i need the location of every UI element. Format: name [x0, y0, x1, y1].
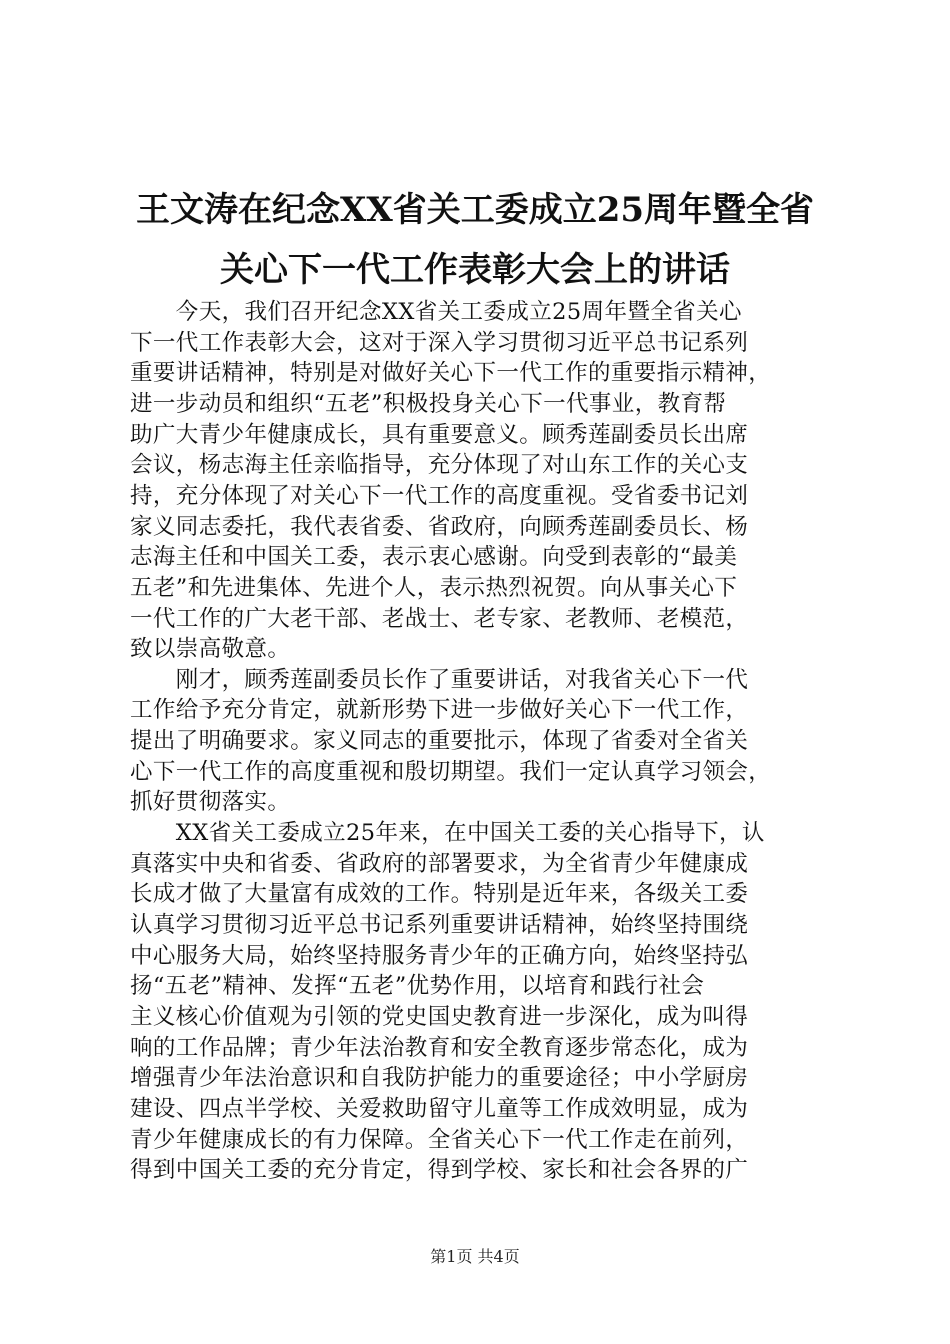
body-line: 抓好贯彻落实。: [130, 789, 291, 816]
body-line: 一代工作的广大老干部、老战士、老专家、老教师、老模范，: [130, 605, 749, 632]
body-line: 青少年健康成长的有力保障。全省关心下一代工作走在前列，: [130, 1126, 749, 1153]
body-line: 进一步动员和组织“五老”积极投身关心下一代事业，教育帮: [130, 390, 727, 417]
body-line: 真落实中央和省委、省政府的部署要求，为全省青少年健康成: [130, 850, 749, 877]
body-line: 助广大青少年健康成长，具有重要意义。顾秀莲副委员长出席: [130, 421, 749, 448]
title-line-1: 王文涛在纪念XX省关工委成立25周年暨全省: [135, 190, 815, 230]
body-line: 响的工作品牌；青少年法治教育和安全教育逐步常态化，成为: [130, 1034, 749, 1061]
body-line: 致以崇高敬意。: [130, 636, 291, 663]
body-line: 家义同志委托，我代表省委、省政府，向顾秀莲副委员长、杨: [130, 513, 749, 540]
body-line: 会议，杨志海主任亲临指导，充分体现了对山东工作的关心支: [130, 452, 749, 479]
body-line: 增强青少年法治意识和自我防护能力的重要途径；中小学厨房: [130, 1065, 749, 1092]
body-line: 中心服务大局，始终坚持服务青少年的正确方向，始终坚持弘: [130, 942, 749, 969]
body-line: 五老”和先进集体、先进个人，表示热烈祝贺。向从事关心下: [130, 574, 738, 601]
body-line: 志海主任和中国关工委，表示衷心感谢。向受到表彰的“最美: [130, 544, 738, 571]
body-line: 今天，我们召开纪念XX省关工委成立25周年暨全省关心: [130, 299, 742, 325]
title-line-2: 关心下一代工作表彰大会上的讲话: [220, 250, 730, 290]
body-line: 得到中国关工委的充分肯定，得到学校、家长和社会各界的广: [130, 1157, 749, 1184]
body-line: 长成才做了大量富有成效的工作。特别是近年来，各级关工委: [130, 881, 749, 908]
body-line: XX省关工委成立25年来，在中国关工委的关心指导下，认: [130, 820, 765, 847]
body-line: 工作给予充分肯定，就新形势下进一步做好关心下一代工作，: [130, 697, 749, 724]
body-line: 主义核心价值观为引领的党史国史教育进一步深化，成为叫得: [130, 1003, 749, 1030]
body-line: 刚才，顾秀莲副委员长作了重要讲话，对我省关心下一代: [130, 666, 749, 693]
body-line: 持，充分体现了对关心下一代工作的高度重视。受省委书记刘: [130, 482, 749, 509]
page-footer: 第1页 共4页: [430, 1247, 520, 1266]
body-line: 认真学习贯彻习近平总书记系列重要讲话精神，始终坚持围绕: [130, 912, 749, 938]
body-line: 扬“五老”精神、发挥“五老”优势作用，以培育和践行社会: [130, 973, 705, 1000]
body-line: 建设、四点半学校、关爱救助留守儿童等工作成效明显，成为: [130, 1095, 749, 1122]
body-line: 下一代工作表彰大会，这对于深入学习贯彻习近平总书记系列: [130, 329, 749, 356]
body-line: 心下一代工作的高度重视和殷切期望。我们一定认真学习领会，: [130, 758, 772, 785]
body-line: 重要讲话精神，特别是对做好关心下一代工作的重要指示精神，: [130, 360, 772, 387]
body-line: 提出了明确要求。家义同志的重要批示，体现了省委对全省关: [130, 728, 749, 755]
